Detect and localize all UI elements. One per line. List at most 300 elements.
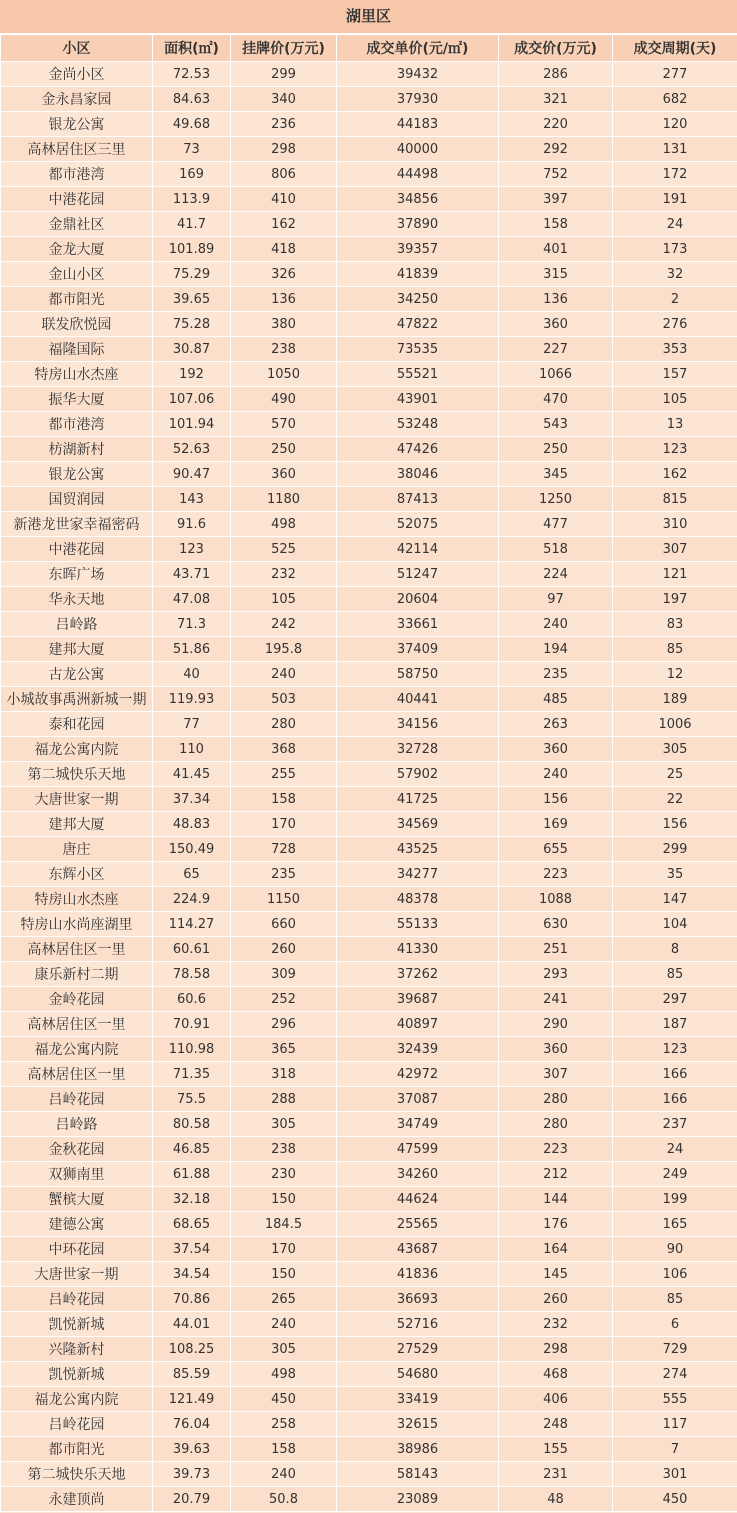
unit-price-cell: 44498: [337, 162, 499, 187]
area-cell: 39.63: [153, 1437, 231, 1462]
community-cell: 吕岭路: [1, 1112, 153, 1137]
area-cell: 71.35: [153, 1062, 231, 1087]
community-cell: 东晖广场: [1, 562, 153, 587]
deal-cycle-cell: 450: [613, 1487, 737, 1512]
unit-price-cell: 57902: [337, 762, 499, 787]
listing-price-cell: 418: [231, 237, 337, 262]
community-cell: 双狮南里: [1, 1162, 153, 1187]
deal-cycle-cell: 106: [613, 1262, 737, 1287]
area-cell: 37.54: [153, 1237, 231, 1262]
deal-cycle-cell: 105: [613, 387, 737, 412]
area-cell: 110: [153, 737, 231, 762]
community-cell: 华永天地: [1, 587, 153, 612]
unit-price-cell: 34749: [337, 1112, 499, 1137]
table-row: [1, 1112, 737, 1137]
listing-price-cell: 360: [231, 462, 337, 487]
deal-cycle-cell: 197: [613, 587, 737, 612]
deal-price-cell: 401: [499, 237, 613, 262]
unit-price-cell: 55521: [337, 362, 499, 387]
deal-cycle-cell: 189: [613, 687, 737, 712]
deal-price-cell: 194: [499, 637, 613, 662]
listing-price-cell: 298: [231, 137, 337, 162]
area-cell: 78.58: [153, 962, 231, 987]
deal-cycle-cell: 157: [613, 362, 737, 387]
deal-price-cell: 176: [499, 1212, 613, 1237]
community-cell: 都市阳光: [1, 287, 153, 312]
deal-price-cell: 232: [499, 1312, 613, 1337]
deal-cycle-cell: 2: [613, 287, 737, 312]
table-row: [1, 987, 737, 1012]
area-cell: 32.18: [153, 1187, 231, 1212]
deal-cycle-cell: 187: [613, 1012, 737, 1037]
area-cell: 101.94: [153, 412, 231, 437]
area-cell: 39.65: [153, 287, 231, 312]
deal-cycle-cell: 277: [613, 62, 737, 87]
table-body: [1, 62, 737, 1512]
community-cell: 永建顶尚: [1, 1487, 153, 1512]
unit-price-cell: 41725: [337, 787, 499, 812]
unit-price-cell: 42114: [337, 537, 499, 562]
unit-price-cell: 39357: [337, 237, 499, 262]
listing-price-cell: 299: [231, 62, 337, 87]
listing-price-cell: 242: [231, 612, 337, 637]
deal-cycle-cell: 12: [613, 662, 737, 687]
community-cell: 金永昌家园: [1, 87, 153, 112]
deal-cycle-cell: 299: [613, 837, 737, 862]
unit-price-cell: 52716: [337, 1312, 499, 1337]
area-cell: 40: [153, 662, 231, 687]
community-cell: 特房山水尚座湖里: [1, 912, 153, 937]
district-title: 湖里区: [0, 0, 737, 34]
header-deal-price: 成交价(万元): [499, 35, 613, 62]
community-cell: 小城故事禹洲新城一期: [1, 687, 153, 712]
area-cell: 84.63: [153, 87, 231, 112]
deal-cycle-cell: 85: [613, 637, 737, 662]
unit-price-cell: 37409: [337, 637, 499, 662]
unit-price-cell: 44183: [337, 112, 499, 137]
deal-price-cell: 543: [499, 412, 613, 437]
unit-price-cell: 55133: [337, 912, 499, 937]
community-cell: 东辉小区: [1, 862, 153, 887]
listing-price-cell: 410: [231, 187, 337, 212]
listing-price-cell: 450: [231, 1387, 337, 1412]
community-cell: 新港龙世家幸福密码: [1, 512, 153, 537]
listing-price-cell: 380: [231, 312, 337, 337]
table-row: [1, 1187, 737, 1212]
deal-price-cell: 397: [499, 187, 613, 212]
deal-price-cell: 263: [499, 712, 613, 737]
community-cell: 古龙公寓: [1, 662, 153, 687]
unit-price-cell: 25565: [337, 1212, 499, 1237]
listing-price-cell: 238: [231, 1137, 337, 1162]
table-row: [1, 687, 737, 712]
listing-price-cell: 570: [231, 412, 337, 437]
community-cell: 国贸润园: [1, 487, 153, 512]
community-cell: 特房山水杰座: [1, 362, 153, 387]
area-cell: 65: [153, 862, 231, 887]
unit-price-cell: 37087: [337, 1087, 499, 1112]
unit-price-cell: 52075: [337, 512, 499, 537]
area-cell: 73: [153, 137, 231, 162]
table-row: [1, 862, 737, 887]
listing-price-cell: 305: [231, 1337, 337, 1362]
deal-cycle-cell: 162: [613, 462, 737, 487]
area-cell: 110.98: [153, 1037, 231, 1062]
unit-price-cell: 40441: [337, 687, 499, 712]
table-row: [1, 112, 737, 137]
table-row: [1, 1012, 737, 1037]
listing-price-cell: 238: [231, 337, 337, 362]
unit-price-cell: 20604: [337, 587, 499, 612]
deal-cycle-cell: 191: [613, 187, 737, 212]
deal-price-cell: 345: [499, 462, 613, 487]
listing-price-cell: 170: [231, 812, 337, 837]
listing-price-cell: 240: [231, 1312, 337, 1337]
area-cell: 114.27: [153, 912, 231, 937]
listing-price-cell: 50.8: [231, 1487, 337, 1512]
listing-price-cell: 136: [231, 287, 337, 312]
table-row: [1, 1162, 737, 1187]
deal-cycle-cell: 24: [613, 1137, 737, 1162]
community-cell: 兴隆新村: [1, 1337, 153, 1362]
community-cell: 第二城快乐天地: [1, 762, 153, 787]
deal-cycle-cell: 123: [613, 437, 737, 462]
deal-cycle-cell: 117: [613, 1412, 737, 1437]
community-cell: 凯悦新城: [1, 1362, 153, 1387]
table-row: [1, 1262, 737, 1287]
listing-price-cell: 184.5: [231, 1212, 337, 1237]
table-row: [1, 87, 737, 112]
listing-price-cell: 365: [231, 1037, 337, 1062]
deal-price-cell: 292: [499, 137, 613, 162]
unit-price-cell: 43687: [337, 1237, 499, 1262]
listing-price-cell: 240: [231, 662, 337, 687]
area-cell: 123: [153, 537, 231, 562]
deal-price-cell: 280: [499, 1112, 613, 1137]
table-row: [1, 262, 737, 287]
listing-price-cell: 318: [231, 1062, 337, 1087]
area-cell: 121.49: [153, 1387, 231, 1412]
deal-cycle-cell: 276: [613, 312, 737, 337]
unit-price-cell: 87413: [337, 487, 499, 512]
area-cell: 224.9: [153, 887, 231, 912]
community-cell: 吕岭花园: [1, 1287, 153, 1312]
listing-price-cell: 232: [231, 562, 337, 587]
deal-cycle-cell: 166: [613, 1062, 737, 1087]
deal-price-cell: 470: [499, 387, 613, 412]
table-row: [1, 937, 737, 962]
deal-cycle-cell: 310: [613, 512, 737, 537]
deal-price-cell: 248: [499, 1412, 613, 1437]
area-cell: 41.45: [153, 762, 231, 787]
unit-price-cell: 48378: [337, 887, 499, 912]
unit-price-cell: 40897: [337, 1012, 499, 1037]
area-cell: 60.61: [153, 937, 231, 962]
deal-cycle-cell: 32: [613, 262, 737, 287]
listing-price-cell: 230: [231, 1162, 337, 1187]
deal-price-cell: 293: [499, 962, 613, 987]
table-row: [1, 212, 737, 237]
area-cell: 70.91: [153, 1012, 231, 1037]
table-row: [1, 512, 737, 537]
area-cell: 90.47: [153, 462, 231, 487]
deal-cycle-cell: 353: [613, 337, 737, 362]
unit-price-cell: 39687: [337, 987, 499, 1012]
community-cell: 福龙公寓内院: [1, 737, 153, 762]
deal-cycle-cell: 85: [613, 962, 737, 987]
deal-cycle-cell: 147: [613, 887, 737, 912]
table-row: [1, 1387, 737, 1412]
community-cell: 高林居住区一里: [1, 937, 153, 962]
unit-price-cell: 73535: [337, 337, 499, 362]
area-cell: 70.86: [153, 1287, 231, 1312]
area-cell: 43.71: [153, 562, 231, 587]
deal-cycle-cell: 25: [613, 762, 737, 787]
table-row: [1, 137, 737, 162]
unit-price-cell: 34277: [337, 862, 499, 887]
deal-price-cell: 223: [499, 1137, 613, 1162]
table-row: [1, 487, 737, 512]
unit-price-cell: 33661: [337, 612, 499, 637]
deal-price-cell: 164: [499, 1237, 613, 1262]
deal-price-cell: 227: [499, 337, 613, 362]
table-row: [1, 737, 737, 762]
deal-price-cell: 655: [499, 837, 613, 862]
deal-cycle-cell: 90: [613, 1237, 737, 1262]
community-cell: 唐庄: [1, 837, 153, 862]
deal-cycle-cell: 297: [613, 987, 737, 1012]
deal-price-cell: 406: [499, 1387, 613, 1412]
area-cell: 107.06: [153, 387, 231, 412]
header-deal-cycle: 成交周期(天): [613, 35, 737, 62]
unit-price-cell: 39432: [337, 62, 499, 87]
deal-price-cell: 145: [499, 1262, 613, 1287]
area-cell: 77: [153, 712, 231, 737]
listing-price-cell: 158: [231, 787, 337, 812]
table-row: [1, 762, 737, 787]
deal-cycle-cell: 165: [613, 1212, 737, 1237]
header-area: 面积(㎡): [153, 35, 231, 62]
listing-price-cell: 240: [231, 1462, 337, 1487]
deal-cycle-cell: 83: [613, 612, 737, 637]
deal-price-cell: 97: [499, 587, 613, 612]
deal-cycle-cell: 305: [613, 737, 737, 762]
community-cell: 福龙公寓内院: [1, 1387, 153, 1412]
listing-price-cell: 368: [231, 737, 337, 762]
table-row: [1, 537, 737, 562]
unit-price-cell: 23089: [337, 1487, 499, 1512]
unit-price-cell: 38986: [337, 1437, 499, 1462]
community-cell: 康乐新村二期: [1, 962, 153, 987]
listing-price-cell: 235: [231, 862, 337, 887]
table-row: [1, 712, 737, 737]
table-row: [1, 1312, 737, 1337]
table-row: [1, 1337, 737, 1362]
deal-price-cell: 156: [499, 787, 613, 812]
area-cell: 39.73: [153, 1462, 231, 1487]
deal-price-cell: 251: [499, 937, 613, 962]
table-row: [1, 1137, 737, 1162]
area-cell: 85.59: [153, 1362, 231, 1387]
area-cell: 20.79: [153, 1487, 231, 1512]
area-cell: 76.04: [153, 1412, 231, 1437]
listing-price-cell: 255: [231, 762, 337, 787]
deal-price-cell: 321: [499, 87, 613, 112]
table-row: [1, 387, 737, 412]
unit-price-cell: 41839: [337, 262, 499, 287]
unit-price-cell: 40000: [337, 137, 499, 162]
area-cell: 44.01: [153, 1312, 231, 1337]
unit-price-cell: 43525: [337, 837, 499, 862]
community-cell: 高林居住区三里: [1, 137, 153, 162]
listing-price-cell: 288: [231, 1087, 337, 1112]
listing-price-cell: 305: [231, 1112, 337, 1137]
community-cell: 联发欣悦园: [1, 312, 153, 337]
listing-price-cell: 260: [231, 937, 337, 962]
deal-price-cell: 144: [499, 1187, 613, 1212]
community-cell: 都市港湾: [1, 162, 153, 187]
community-cell: 吕岭路: [1, 612, 153, 637]
deal-price-cell: 360: [499, 737, 613, 762]
deal-cycle-cell: 815: [613, 487, 737, 512]
listing-price-cell: 105: [231, 587, 337, 612]
deal-cycle-cell: 8: [613, 937, 737, 962]
listing-price-cell: 162: [231, 212, 337, 237]
unit-price-cell: 53248: [337, 412, 499, 437]
deal-price-cell: 280: [499, 1087, 613, 1112]
deal-price-cell: 223: [499, 862, 613, 887]
deal-cycle-cell: 166: [613, 1087, 737, 1112]
header-listing-price: 挂牌价(万元): [231, 35, 337, 62]
community-cell: 振华大厦: [1, 387, 153, 412]
unit-price-cell: 34569: [337, 812, 499, 837]
deal-cycle-cell: 35: [613, 862, 737, 887]
community-cell: 凯悦新城: [1, 1312, 153, 1337]
deal-cycle-cell: 22: [613, 787, 737, 812]
unit-price-cell: 33419: [337, 1387, 499, 1412]
table-row: [1, 62, 737, 87]
area-cell: 34.54: [153, 1262, 231, 1287]
unit-price-cell: 37930: [337, 87, 499, 112]
unit-price-cell: 37262: [337, 962, 499, 987]
listing-price-cell: 265: [231, 1287, 337, 1312]
table-row: [1, 287, 737, 312]
listing-price-cell: 806: [231, 162, 337, 187]
table-row: [1, 412, 737, 437]
deal-price-cell: 224: [499, 562, 613, 587]
community-cell: 银龙公寓: [1, 462, 153, 487]
deal-price-cell: 290: [499, 1012, 613, 1037]
area-cell: 61.88: [153, 1162, 231, 1187]
deal-cycle-cell: 6: [613, 1312, 737, 1337]
community-cell: 中港花园: [1, 537, 153, 562]
area-cell: 150.49: [153, 837, 231, 862]
community-cell: 建邦大厦: [1, 637, 153, 662]
unit-price-cell: 58143: [337, 1462, 499, 1487]
table-row: [1, 912, 737, 937]
listing-price-cell: 150: [231, 1187, 337, 1212]
area-cell: 30.87: [153, 337, 231, 362]
community-cell: 金龙大厦: [1, 237, 153, 262]
deal-price-cell: 155: [499, 1437, 613, 1462]
table-row: [1, 237, 737, 262]
table-row: [1, 1487, 737, 1512]
area-cell: 47.08: [153, 587, 231, 612]
area-cell: 60.6: [153, 987, 231, 1012]
deal-cycle-cell: 249: [613, 1162, 737, 1187]
listing-price-cell: 1150: [231, 887, 337, 912]
community-cell: 建邦大厦: [1, 812, 153, 837]
transaction-table: [0, 34, 737, 1512]
deal-price-cell: 231: [499, 1462, 613, 1487]
deal-cycle-cell: 121: [613, 562, 737, 587]
community-cell: 吕岭花园: [1, 1412, 153, 1437]
deal-cycle-cell: 85: [613, 1287, 737, 1312]
deal-price-cell: 1088: [499, 887, 613, 912]
listing-price-cell: 236: [231, 112, 337, 137]
unit-price-cell: 54680: [337, 1362, 499, 1387]
deal-price-cell: 136: [499, 287, 613, 312]
table-row: [1, 662, 737, 687]
unit-price-cell: 37890: [337, 212, 499, 237]
table-row: [1, 787, 737, 812]
area-cell: 41.7: [153, 212, 231, 237]
deal-price-cell: 1066: [499, 362, 613, 387]
area-cell: 119.93: [153, 687, 231, 712]
unit-price-cell: 34856: [337, 187, 499, 212]
deal-cycle-cell: 104: [613, 912, 737, 937]
deal-price-cell: 307: [499, 1062, 613, 1087]
community-cell: 银龙公寓: [1, 112, 153, 137]
deal-cycle-cell: 123: [613, 1037, 737, 1062]
deal-price-cell: 169: [499, 812, 613, 837]
deal-price-cell: 240: [499, 762, 613, 787]
community-cell: 福隆国际: [1, 337, 153, 362]
area-cell: 91.6: [153, 512, 231, 537]
community-cell: 泰和花园: [1, 712, 153, 737]
community-cell: 枋湖新村: [1, 437, 153, 462]
deal-price-cell: 158: [499, 212, 613, 237]
deal-price-cell: 260: [499, 1287, 613, 1312]
table-row: [1, 887, 737, 912]
community-cell: 大唐世家一期: [1, 787, 153, 812]
deal-price-cell: 240: [499, 612, 613, 637]
area-cell: 72.53: [153, 62, 231, 87]
table-row: [1, 812, 737, 837]
area-cell: 51.86: [153, 637, 231, 662]
table-row: [1, 312, 737, 337]
deal-cycle-cell: 7: [613, 1437, 737, 1462]
area-cell: 143: [153, 487, 231, 512]
unit-price-cell: 47822: [337, 312, 499, 337]
table-row: [1, 1237, 737, 1262]
area-cell: 169: [153, 162, 231, 187]
deal-price-cell: 250: [499, 437, 613, 462]
table-row: [1, 462, 737, 487]
unit-price-cell: 34156: [337, 712, 499, 737]
deal-cycle-cell: 120: [613, 112, 737, 137]
deal-cycle-cell: 729: [613, 1337, 737, 1362]
table-row: [1, 1362, 737, 1387]
area-cell: 37.34: [153, 787, 231, 812]
listing-price-cell: 490: [231, 387, 337, 412]
unit-price-cell: 36693: [337, 1287, 499, 1312]
listing-price-cell: 150: [231, 1262, 337, 1287]
deal-cycle-cell: 1006: [613, 712, 737, 737]
deal-price-cell: 220: [499, 112, 613, 137]
listing-price-cell: 525: [231, 537, 337, 562]
deal-price-cell: 286: [499, 62, 613, 87]
